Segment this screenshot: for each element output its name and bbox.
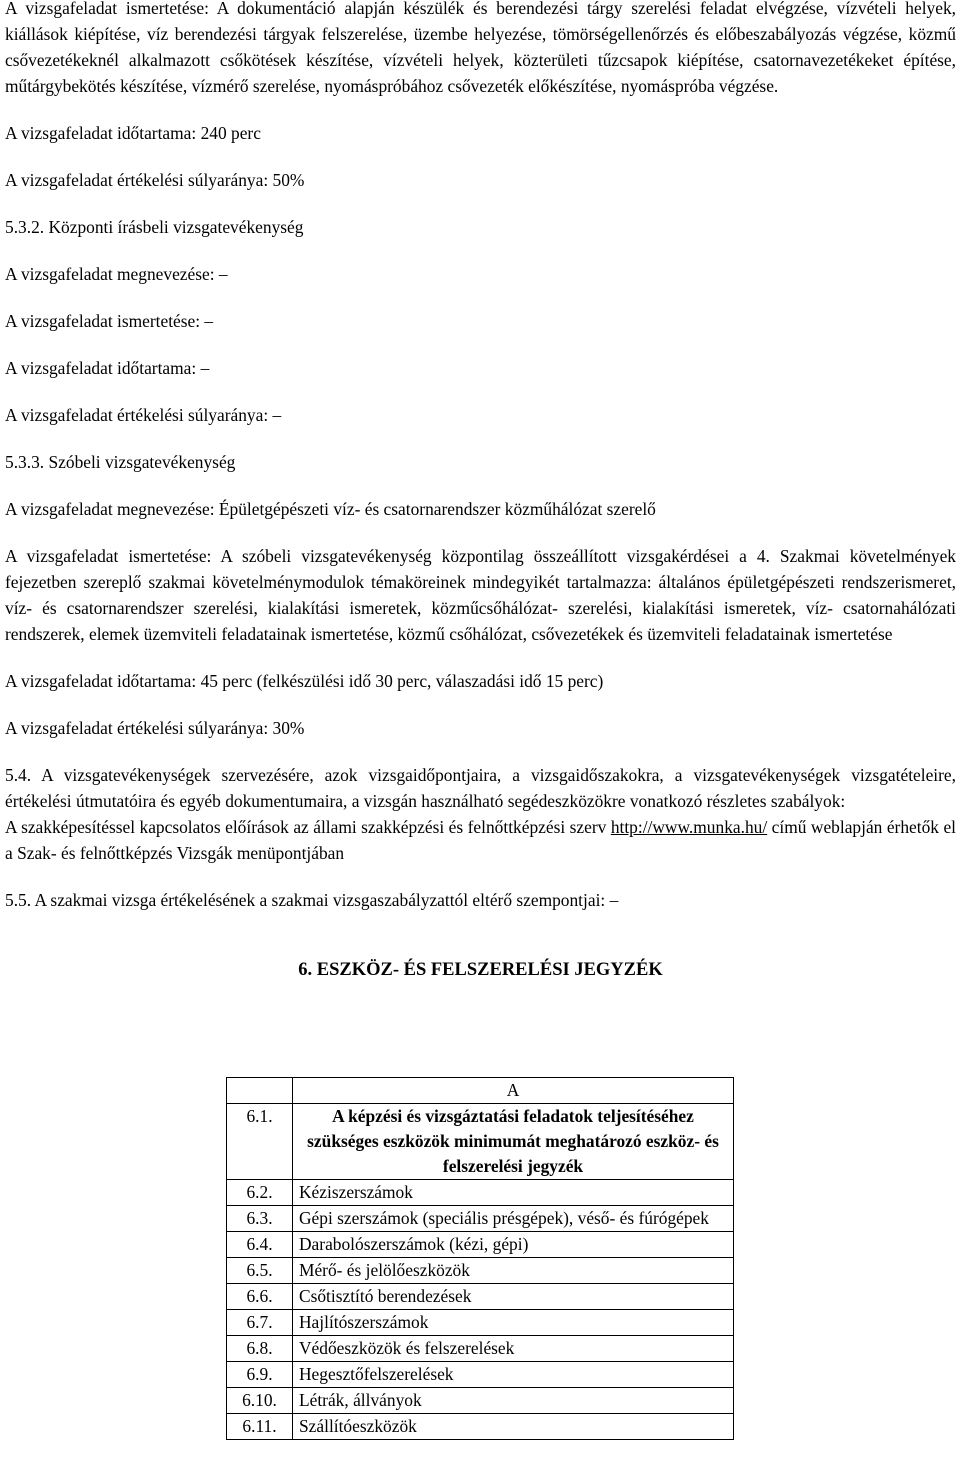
row-num: 6.7. — [227, 1310, 293, 1336]
exam-task-description-oral: A vizsgafeladat ismertetése: A szóbeli vizsgatevékenység központilag összeállított vizsgakérdései a 4. Szakmai követelmények fejezetben szereplő szakmai követelménymodulok témaköreinek mindegyikét tartalmazza: általános épületgépészeti rendszerismeret, víz- és csatornarendszer szerelési, kialakítási ismeretek, közműcsőhálózat- szerelési, kialakítási ismeretek, víz- csatornahálózati rendszerek, elemek üzemviteli feladatainak ismertetése, közmű csőhálózat, csővezetékek és üzemviteli feladatainak ismertetése — [5, 546, 956, 644]
table-row — [227, 1414, 734, 1440]
row-text: Létrák, állványok — [293, 1388, 734, 1414]
table-row — [227, 1310, 734, 1336]
table-row — [227, 1284, 734, 1310]
table-row — [227, 1232, 734, 1258]
table-header-row — [227, 1104, 734, 1180]
row-text: Mérő- és jelölőeszközök — [293, 1258, 734, 1284]
row-text: Hegesztőfelszerelések — [293, 1362, 734, 1388]
row-num: 6.8. — [227, 1336, 293, 1362]
row-num: 6.4. — [227, 1232, 293, 1258]
section-heading-5-3-2: 5.3.2. Központi írásbeli vizsgatevékenység — [5, 217, 304, 237]
table-row — [227, 1336, 734, 1362]
row-text: Szállítóeszközök — [293, 1414, 734, 1440]
table-row — [227, 1180, 734, 1206]
exam-task-duration-oral: A vizsgafeladat időtartama: 45 perc (felkészülési idő 30 perc, válaszadási idő 15 perc) — [5, 671, 604, 691]
equipment-table — [226, 1077, 734, 1440]
section-5-4-info — [5, 814, 956, 866]
info-text-start: A szakképesítéssel kapcsolatos előírások az állami szakképzési és felnőttképzési szerv — [5, 817, 611, 837]
row-num: 6.10. — [227, 1388, 293, 1414]
table-row — [227, 1258, 734, 1284]
info-text-end: című weblapján érhetők el a Szak- és felnőttképzés Vizsgák menüpontjában — [5, 817, 957, 863]
exam-task-weight-oral: A vizsgafeladat értékelési súlyaránya: 30% — [5, 718, 305, 738]
munka-hu-link[interactable]: http://www.munka.hu/ — [610, 817, 768, 837]
section-heading-5-3-3: 5.3.3. Szóbeli vizsgatevékenység — [5, 452, 236, 472]
table-header-num: 6.1. — [227, 1104, 293, 1180]
exam-task-description-written: A vizsgafeladat ismertetése: – — [5, 311, 214, 331]
row-num: 6.2. — [227, 1180, 293, 1206]
document-page — [5, 0, 956, 983]
exam-task-weight-written: A vizsgafeladat értékelési súlyaránya: – — [5, 405, 282, 425]
table-row — [227, 1362, 734, 1388]
section-title-6: 6. ESZKÖZ- ÉS FELSZERELÉSI JEGYZÉK — [298, 960, 663, 980]
exam-task-duration-practical: A vizsgafeladat időtartama: 240 perc — [5, 123, 261, 143]
table-column-header: A — [293, 1078, 734, 1104]
section-5-5: 5.5. A szakmai vizsga értékelésének a szakmai vizsgaszabályzattól eltérő szempontjai: – — [5, 890, 619, 910]
row-num: 6.3. — [227, 1206, 293, 1232]
exam-task-name-written: A vizsgafeladat megnevezése: – — [5, 264, 228, 284]
table-corner-cell — [227, 1078, 293, 1104]
exam-task-name-oral: A vizsgafeladat megnevezése: Épületgépészeti víz- és csatornarendszer közműhálózat szerelő — [5, 499, 656, 519]
table-header-text: A képzési és vizsgáztatási feladatok teljesítéséhez szükséges eszközök minimumát meghatározó eszköz- és felszerelési jegyzék — [293, 1104, 734, 1180]
row-text: Gépi szerszámok (speciális présgépek), véső- és fúrógépek — [293, 1206, 734, 1232]
row-text: Csőtisztító berendezések — [293, 1284, 734, 1310]
table-row — [227, 1206, 734, 1232]
row-num: 6.5. — [227, 1258, 293, 1284]
table-row — [227, 1388, 734, 1414]
table-column-header-row — [227, 1078, 734, 1104]
exam-task-weight-practical: A vizsgafeladat értékelési súlyaránya: 50% — [5, 170, 305, 190]
row-text: Védőeszközök és felszerelések — [293, 1336, 734, 1362]
section-5-4-rules: 5.4. A vizsgatevékenységek szervezésére, azok vizsgaidőpontjaira, a vizsgaidőszakokra, a vizsgatevékenységek vizsgatételeire, értékelési útmutatóira és egyéb dokumentumaira, a vizsgán használható segédeszközökre vonatkozó részletes szabályok: — [5, 765, 956, 811]
row-num: 6.11. — [227, 1414, 293, 1440]
exam-task-duration-written: A vizsgafeladat időtartama: – — [5, 358, 210, 378]
row-num: 6.6. — [227, 1284, 293, 1310]
exam-task-description-practical: A vizsgafeladat ismertetése: A dokumentáció alapján készülék és berendezési tárgy szerelési feladat elvégzése, vízvételi helyek, kiállások kiépítése, víz berendezési tárgyak felszerelése, üzembe helyezése, tömörségellenőrzés és előbeszabályozás végzése, közmű csővezetékeknél alkalmazott csőkötések készítése, vízvételi helyek, közterületi tűzcsapok kiépítése, csatornavezetékeket építése, műtárgybekötés készítése, vízmérő szerelése, nyomáspróbához csővezeték előkészítése, nyomáspróba végzése. — [5, 0, 956, 96]
row-text: Kéziszerszámok — [293, 1180, 734, 1206]
row-text: Hajlítószerszámok — [293, 1310, 734, 1336]
row-num: 6.9. — [227, 1362, 293, 1388]
row-text: Darabolószerszámok (kézi, gépi) — [293, 1232, 734, 1258]
